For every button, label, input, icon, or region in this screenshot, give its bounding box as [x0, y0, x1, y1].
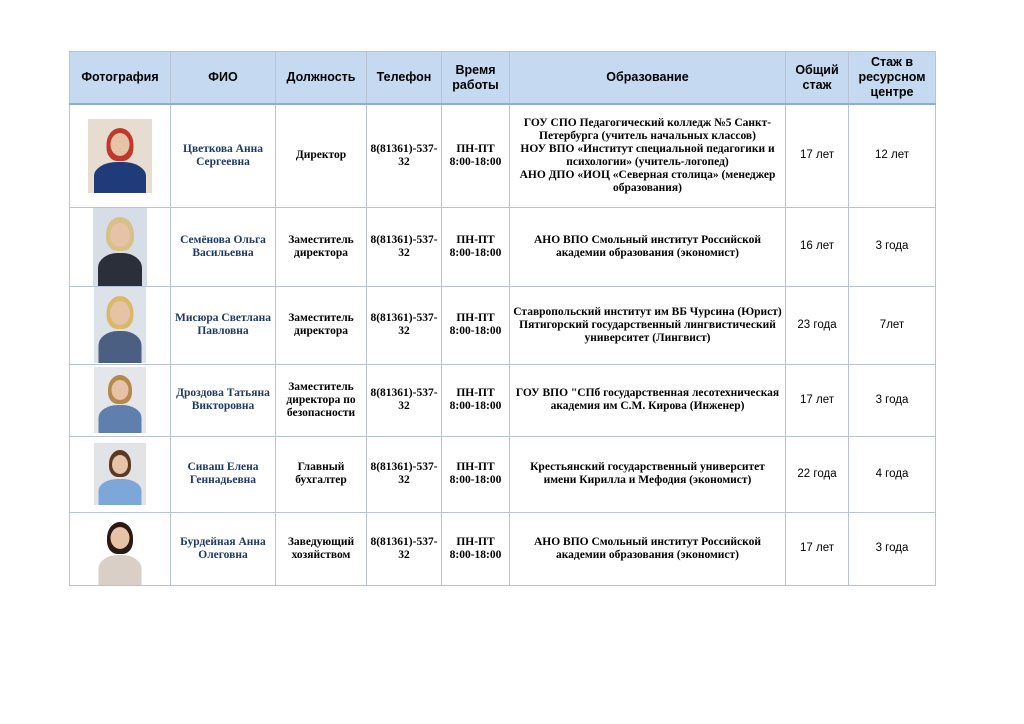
- staff-table: [69, 51, 936, 586]
- photo-cell: [70, 207, 171, 286]
- center-experience: 3 года: [849, 207, 936, 286]
- header-education: Образование: [510, 52, 786, 105]
- header-row: [70, 52, 936, 105]
- education-cell: [510, 286, 786, 364]
- person-photo: [88, 119, 152, 193]
- person-photo: [94, 287, 146, 363]
- person-name: Цветкова Анна Сергеевна: [171, 104, 276, 207]
- person-name: Семёнова Ольга Васильевна: [171, 207, 276, 286]
- education-cell: [510, 364, 786, 436]
- person-name: Бурдейная Анна Олеговна: [171, 512, 276, 585]
- person-position: Заместитель директора по безопасности: [276, 364, 367, 436]
- person-phone: 8(81361)-537-32: [367, 512, 442, 585]
- total-experience: 16 лет: [786, 207, 849, 286]
- person-position: Заместитель директора: [276, 207, 367, 286]
- work-hours: ПН-ПТ 8:00-18:00: [442, 436, 510, 512]
- photo-cell: [70, 364, 171, 436]
- education-entry: АНО ВПО Смольный институт Российской академии образования (экономист): [533, 535, 762, 561]
- center-experience: 3 года: [849, 512, 936, 585]
- center-experience: 4 года: [849, 436, 936, 512]
- education-entry: АНО ВПО Смольный институт Российской академии образования (экономист): [533, 233, 762, 259]
- work-hours: ПН-ПТ 8:00-18:00: [442, 364, 510, 436]
- center-experience: 3 года: [849, 364, 936, 436]
- work-hours: ПН-ПТ 8:00-18:00: [442, 286, 510, 364]
- education-entry: НОУ ВПО «Институт специальной педагогики и психологии» (учитель-логопед): [520, 142, 775, 168]
- person-name: Мисюра Светлана Павловна: [171, 286, 276, 364]
- education-entry: Ставропольский институт им ВБ Чурсина (Юрист): [513, 305, 782, 318]
- photo-cell: [70, 286, 171, 364]
- table-row: [70, 207, 936, 286]
- header-hours: Время работы: [442, 52, 510, 105]
- total-experience: 22 года: [786, 436, 849, 512]
- total-experience: 23 года: [786, 286, 849, 364]
- person-name: Сиваш Елена Геннадьевна: [171, 436, 276, 512]
- total-experience: 17 лет: [786, 104, 849, 207]
- education-entry: ГОУ СПО Педагогический колледж №5 Санкт-Петербурга (учитель начальных классов): [523, 116, 772, 142]
- work-hours: ПН-ПТ 8:00-18:00: [442, 207, 510, 286]
- person-phone: 8(81361)-537-32: [367, 104, 442, 207]
- header-position: Должность: [276, 52, 367, 105]
- table-row: [70, 364, 936, 436]
- person-phone: 8(81361)-537-32: [367, 207, 442, 286]
- person-name: Дроздова Татьяна Викторовна: [171, 364, 276, 436]
- person-position: Директор: [276, 104, 367, 207]
- work-hours: ПН-ПТ 8:00-18:00: [442, 104, 510, 207]
- table-row: [70, 286, 936, 364]
- education-entry: Пятигорский государственный лингвистический университет (Лингвист): [519, 318, 776, 344]
- education-cell: [510, 512, 786, 585]
- person-position: Заведующий хозяйством: [276, 512, 367, 585]
- education-entry: Крестьянский государственный университет имени Кирилла и Мефодия (экономист): [530, 461, 765, 486]
- total-experience: 17 лет: [786, 364, 849, 436]
- header-photo: Фотография: [70, 52, 171, 105]
- person-phone: 8(81361)-537-32: [367, 436, 442, 512]
- table-row: [70, 436, 936, 512]
- education-cell: [510, 436, 786, 512]
- header-phone: Телефон: [367, 52, 442, 105]
- photo-cell: [70, 512, 171, 585]
- work-hours: ПН-ПТ 8:00-18:00: [442, 512, 510, 585]
- header-name: ФИО: [171, 52, 276, 105]
- education-entry: ГОУ ВПО "СПб государственная лесотехническая академия им С.М. Кирова (Инженер): [515, 387, 780, 412]
- photo-cell: [70, 104, 171, 207]
- header-total-exp: Общий стаж: [786, 52, 849, 105]
- person-phone: 8(81361)-537-32: [367, 286, 442, 364]
- education-cell: [510, 207, 786, 286]
- person-photo: [93, 208, 147, 286]
- total-experience: 17 лет: [786, 512, 849, 585]
- photo-cell: [70, 436, 171, 512]
- table-row: [70, 104, 936, 207]
- person-phone: 8(81361)-537-32: [367, 364, 442, 436]
- center-experience: 12 лет: [849, 104, 936, 207]
- person-photo: [94, 367, 146, 433]
- person-photo: [94, 443, 146, 505]
- education-cell: [510, 104, 786, 207]
- person-photo: [94, 513, 146, 585]
- person-position: Главный бухгалтер: [276, 436, 367, 512]
- center-experience: 7лет: [849, 286, 936, 364]
- person-position: Заместитель директора: [276, 286, 367, 364]
- header-center-exp: Стаж в ресурсном центре: [849, 52, 936, 105]
- education-entry: АНО ДПО «ИОЦ «Северная столица» (менеджер образования): [519, 168, 776, 194]
- table-row: [70, 512, 936, 585]
